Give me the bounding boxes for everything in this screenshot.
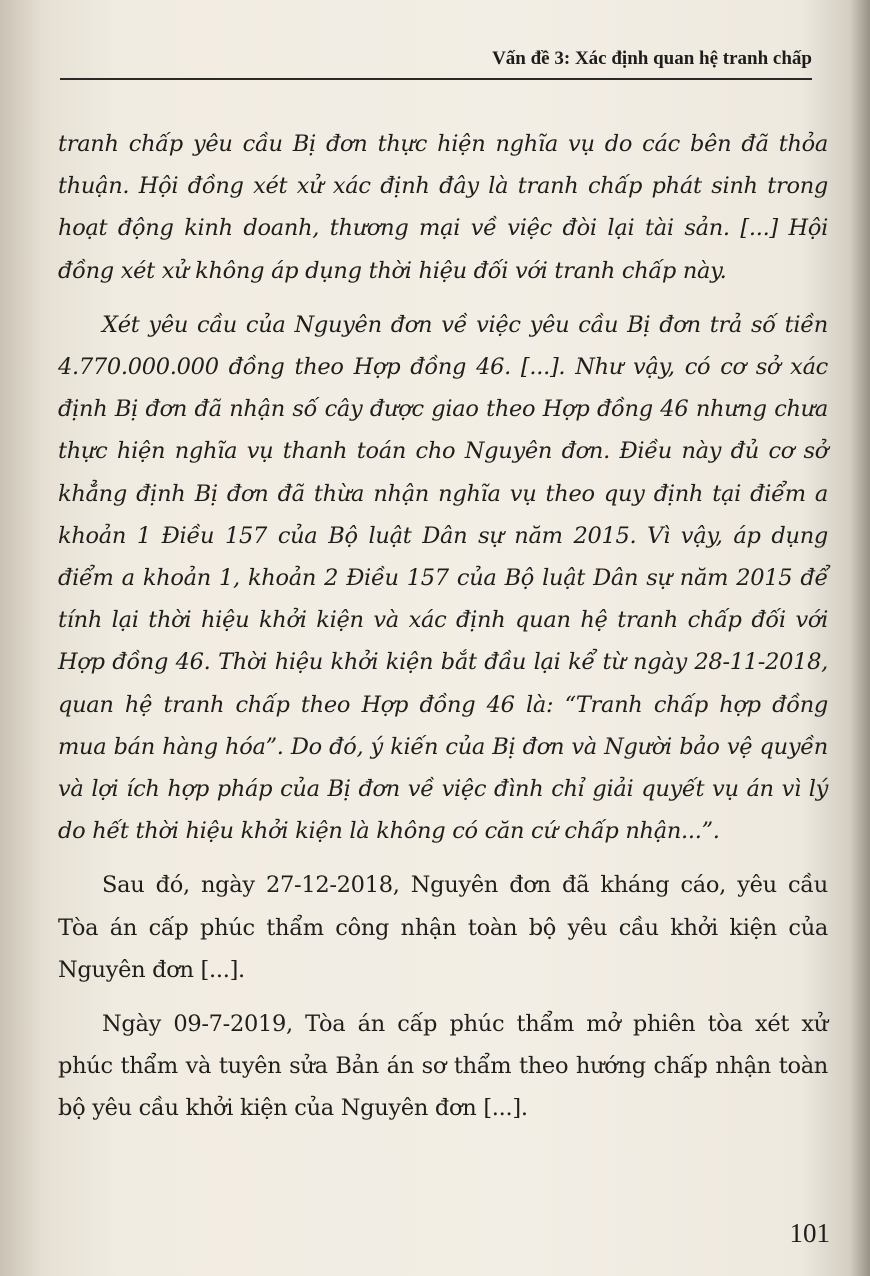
chapter-title: Vấn đề 3: Xác định quan hệ tranh chấp xyxy=(492,48,812,69)
paragraph-appeal: Sau đó, ngày 27-12-2018, Nguyên đơn đã kháng cáo, yêu cầu Tòa án cấp phúc thẩm công nhận toàn bộ yêu cầu khởi kiện của Nguyên đơn [...]. xyxy=(58,872,828,983)
paragraph-quote-continuation: tranh chấp yêu cầu Bị đơn thực hiện nghĩa vụ do các bên đã thỏa thuận. Hội đồng xét xử xác định đây là tranh chấp phát sinh trong hoạt động kinh doanh, thương mại về việc đòi lại tài sản. [...] Hội đồng xét xử không áp dụng thời hiệu đối với tranh chấp này. xyxy=(58,131,828,284)
paragraph-gap xyxy=(58,991,828,1003)
page-number: 101 xyxy=(789,1218,830,1248)
paragraph-gap xyxy=(58,292,828,304)
paragraph-quote: Xét yêu cầu của Nguyên đơn về việc yêu cầu Bị đơn trả số tiền 4.770.000.000 đồng theo Hợp đồng 46. [...]. Như vậy, có cơ sở xác định Bị đơn đã nhận số cây được giao theo Hợp đồng 46 nhưng chưa thực hiện nghĩa vụ thanh toán cho Nguyên đơn. Điều này đủ cơ sở khẳng định Bị đơn đã thừa nhận nghĩa vụ theo quy định tại điểm a khoản 1 Điều 157 của Bộ luật Dân sự năm 2015. Vì vậy, áp dụng điểm a khoản 1, khoản 2 Điều 157 của Bộ luật Dân sự năm 2015 để tính lại thời hiệu khởi kiện và xác định quan hệ tranh chấp đối với Hợp đồng 46. Thời hiệu khởi kiện bắt đầu lại kể từ ngày 28-11-2018, quan hệ tranh chấp theo Hợp đồng 46 là: “Tranh chấp hợp đồng mua bán hàng hóa”. Do đó, ý kiến của Bị đơn và Người bảo vệ quyền và lợi ích hợp pháp của Bị đơn về việc đình chỉ giải quyết vụ án vì lý do hết thời hiệu khởi kiện là không có căn cứ chấp nhận...”. xyxy=(58,311,828,845)
body-text xyxy=(58,123,828,1130)
paragraph-appeal-ruling: Ngày 09-7-2019, Tòa án cấp phúc thẩm mở phiên tòa xét xử phúc thẩm và tuyên sửa Bản án sơ thẩm theo hướng chấp nhận toàn bộ yêu cầu khởi kiện của Nguyên đơn [...]. xyxy=(58,1011,828,1122)
paragraph-gap xyxy=(58,852,828,864)
running-header xyxy=(60,44,812,80)
page-edge-shadow xyxy=(850,0,870,1276)
